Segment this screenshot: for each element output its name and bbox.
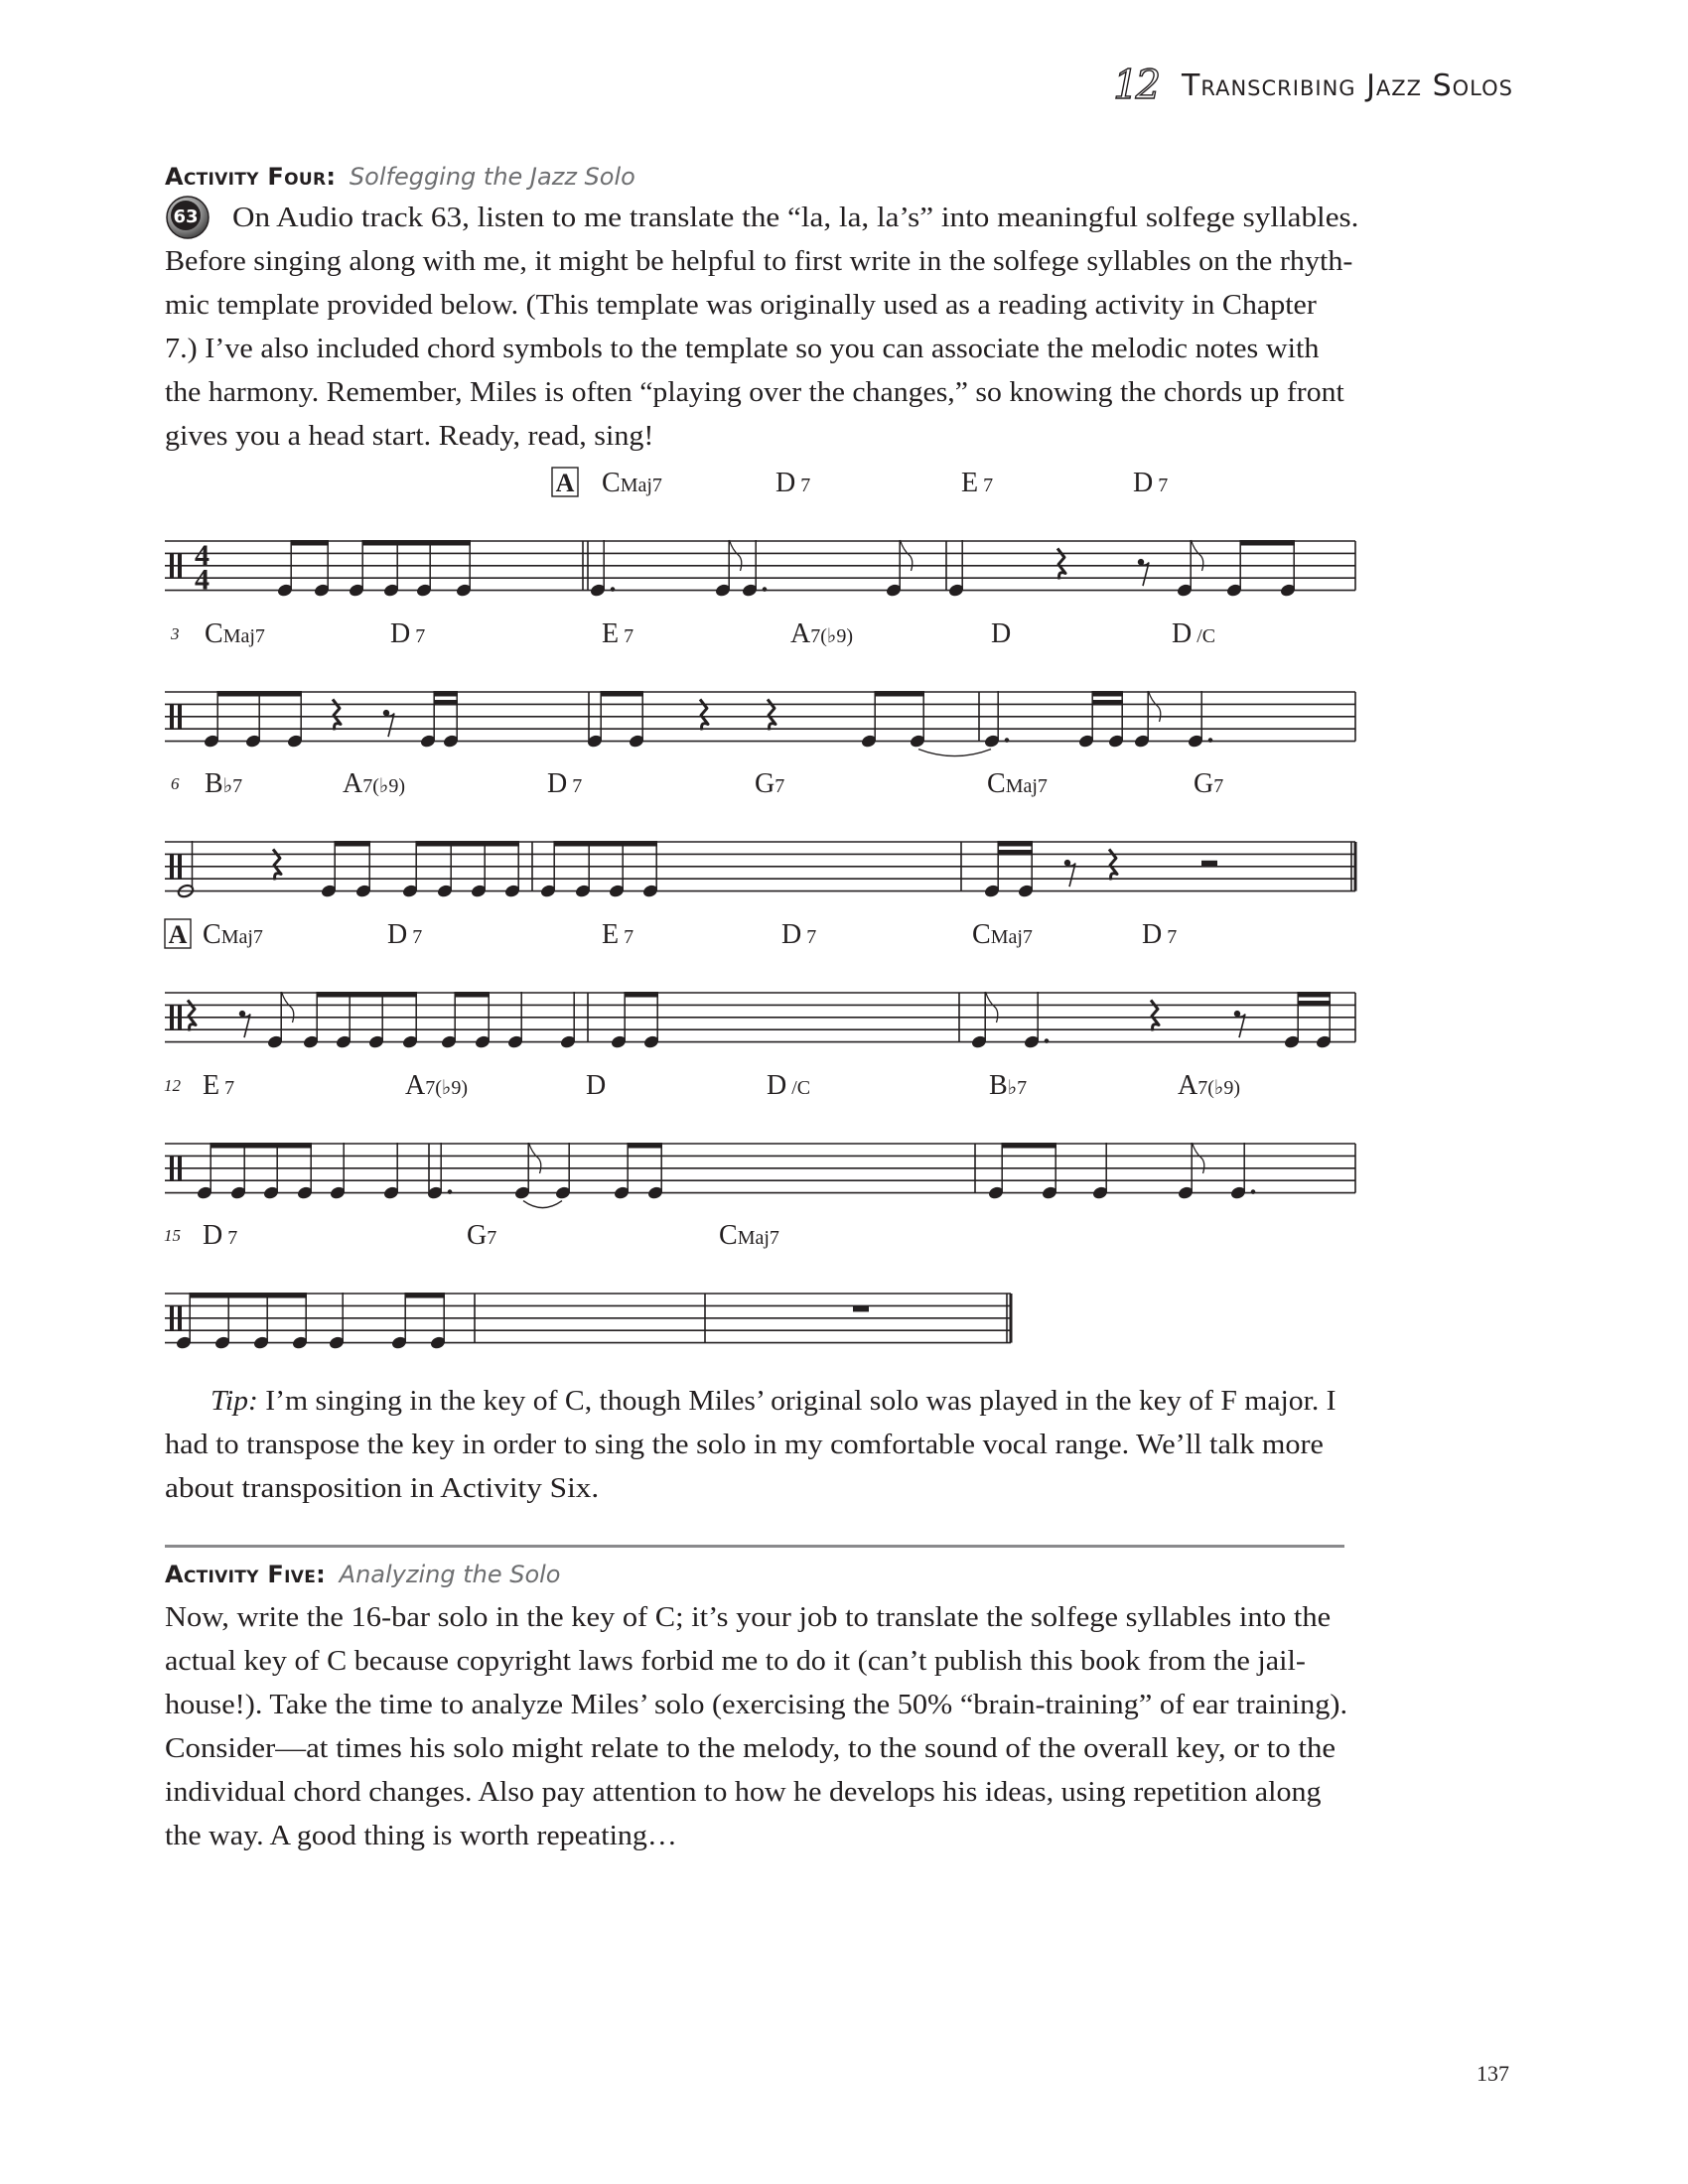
chord-extension: 7(♭9)	[362, 775, 405, 797]
activity-five-label: Activity Five:	[165, 1561, 327, 1588]
chord-root: D	[781, 919, 802, 950]
beam	[405, 1293, 446, 1298]
chord-symbol	[767, 1070, 810, 1101]
chord-symbol	[387, 919, 422, 950]
percussion-clef	[178, 553, 182, 578]
chord-symbol	[972, 919, 1033, 950]
chord-root: D	[775, 468, 796, 498]
beam	[434, 691, 459, 697]
chord-root: D	[1142, 919, 1163, 950]
chord-symbol	[989, 1070, 1027, 1101]
chord-root: D	[387, 919, 408, 950]
chord-extension: 7(♭9)	[1197, 1077, 1240, 1099]
chord-root: E	[961, 468, 979, 498]
chord-root: D	[586, 1070, 607, 1101]
chord-extension: 7	[774, 775, 785, 797]
eighth-rest	[239, 1011, 245, 1017]
chord-root: G	[1194, 768, 1214, 799]
chord-extension: 7	[619, 625, 634, 647]
page-number: 137	[1477, 2061, 1509, 2086]
chord-symbol	[343, 768, 405, 799]
beam	[601, 691, 644, 697]
activity-four-line: Before singing along with me, it might be helpful to first write in the solfege syllables on the rhyth-	[165, 246, 1353, 277]
activity-five-line: Now, write the 16-bar solo in the key of C; it’s your job to translate the solfege syllables into the	[165, 1602, 1332, 1633]
chord-extension: 7(♭9)	[810, 625, 853, 647]
beam	[1298, 992, 1332, 998]
chord-symbol	[1194, 768, 1223, 799]
percussion-clef	[170, 704, 174, 729]
section-divider	[165, 1545, 1344, 1548]
chord-symbol	[203, 1070, 234, 1101]
tie	[918, 750, 991, 756]
chord-extension: ♭7	[222, 775, 243, 797]
chord-symbol	[205, 618, 265, 649]
chord-root: C	[205, 618, 223, 649]
chord-root: E	[203, 1070, 220, 1101]
measure-number: 3	[171, 624, 180, 643]
tie	[523, 1201, 562, 1208]
beam	[335, 841, 371, 847]
staff-system	[165, 919, 1355, 1049]
audio-track-number: 63	[173, 206, 199, 227]
chord-symbol	[405, 1070, 468, 1101]
eighth-rest	[383, 710, 389, 716]
percussion-clef	[170, 854, 174, 879]
beam	[291, 540, 330, 546]
percussion-clef	[170, 1305, 174, 1330]
chord-root: C	[719, 1220, 738, 1251]
chord-extension: Maj7	[1005, 775, 1048, 797]
half-rest	[1201, 861, 1217, 867]
chord-root: A	[790, 618, 811, 649]
chord-symbol	[203, 919, 263, 950]
percussion-clef	[170, 1005, 174, 1029]
chord-extension: /C	[1192, 625, 1216, 647]
chord-symbol	[719, 1220, 779, 1251]
beam	[554, 841, 658, 847]
chord-symbol	[467, 1220, 496, 1251]
chapter-number: 12	[1113, 63, 1159, 108]
beam-secondary	[434, 700, 459, 706]
activity-four-line: On Audio track 63, listen to me translate the “la, la, la’s” into meaningful solfege syllables.	[232, 203, 1359, 233]
chord-symbol	[1133, 468, 1168, 498]
rehearsal-mark: A	[555, 469, 575, 497]
chord-extension: 7	[1213, 775, 1224, 797]
chord-root: A	[1178, 1070, 1198, 1101]
percussion-clef	[178, 1156, 182, 1180]
chord-extension: 7	[1162, 926, 1178, 948]
chord-root: C	[602, 468, 621, 498]
chord-extension: 7	[219, 1077, 235, 1099]
measure-number: 12	[164, 1076, 181, 1095]
chord-extension: Maj7	[222, 625, 265, 647]
chord-extension: ♭7	[1007, 1077, 1028, 1099]
percussion-clef	[170, 553, 174, 578]
chord-extension: 7	[795, 475, 811, 496]
staff-system	[164, 1220, 1011, 1350]
percussion-clef	[178, 1305, 182, 1330]
activity-five-line: house!). Take the time to analyze Miles’ solo (exercising the 50% “brain-training” of ear training).	[165, 1690, 1348, 1720]
staff-system	[165, 618, 1355, 756]
chord-symbol	[755, 768, 784, 799]
chord-extension: 7	[222, 1227, 238, 1249]
beam	[1240, 540, 1296, 546]
activity-five-line: individual chord changes. Also pay attention to how he develops his ideas, using repetition along	[165, 1777, 1322, 1808]
chord-root: G	[755, 768, 775, 799]
chord-symbol	[390, 618, 425, 649]
chapter-title: Transcribing Jazz Solos	[1182, 68, 1513, 103]
chord-root: A	[405, 1070, 426, 1101]
chord-symbol	[781, 919, 816, 950]
activity-five-line: the way. A good thing is worth repeating…	[165, 1821, 677, 1851]
chord-extension: Maj7	[990, 926, 1033, 948]
chord-root: D	[991, 618, 1012, 649]
activity-four-label: Activity Four:	[165, 163, 337, 191]
beam	[1002, 1143, 1057, 1149]
augmentation-dot	[1251, 1189, 1256, 1194]
percussion-clef	[178, 1005, 182, 1029]
augmentation-dot	[763, 587, 768, 592]
beam	[217, 691, 303, 697]
chord-root: D	[203, 1220, 223, 1251]
staff-system	[164, 1070, 1355, 1208]
activity-four-line: mic template provided below. (This template was originally used as a reading activity in Chapter	[165, 290, 1317, 321]
chord-symbol	[991, 618, 1011, 649]
beam	[416, 841, 520, 847]
chord-symbol	[203, 1220, 237, 1251]
percussion-clef	[170, 1156, 174, 1180]
beam-secondary	[1092, 700, 1124, 706]
chord-symbol	[602, 919, 633, 950]
augmentation-dot	[1208, 738, 1213, 743]
chord-root: C	[203, 919, 221, 950]
beam	[1092, 691, 1124, 697]
beam	[628, 1143, 663, 1149]
augmentation-dot	[1005, 738, 1010, 743]
tip-text: I’m singing in the key of C, though Miles’ original solo was played in the key of F major. I	[265, 1386, 1336, 1417]
chord-extension: Maj7	[220, 926, 263, 948]
chord-symbol	[775, 468, 810, 498]
chord-symbol	[1172, 618, 1215, 649]
whole-rest	[853, 1305, 869, 1311]
tip-label: Tip:	[211, 1386, 258, 1417]
chord-root: G	[467, 1220, 488, 1251]
activity-four-line: the harmony. Remember, Miles is often “playing over the changes,” so knowing the chords up front	[165, 377, 1344, 408]
beam	[875, 691, 925, 697]
time-signature-bottom: 4	[195, 563, 210, 597]
time-signature-top: 4	[195, 538, 210, 572]
percussion-clef	[178, 854, 182, 879]
beam	[625, 992, 659, 998]
chord-symbol	[790, 618, 853, 649]
staff-system	[165, 768, 1355, 898]
chord-root: E	[602, 919, 620, 950]
activity-five-line: Consider—at times his solo might relate to the melody, to the sound of the overall key, or to the	[165, 1733, 1336, 1764]
staff-system	[165, 468, 1355, 598]
chord-extension: Maj7	[620, 475, 662, 496]
chord-root: B	[989, 1070, 1008, 1101]
augmentation-dot	[1045, 1038, 1050, 1043]
chord-symbol	[987, 768, 1048, 799]
eighth-rest	[1064, 860, 1070, 866]
beam	[998, 841, 1034, 847]
chord-symbol	[1142, 919, 1177, 950]
chord-extension: 7	[978, 475, 994, 496]
chord-symbol	[547, 768, 582, 799]
tip-line: about transposition in Activity Six.	[165, 1473, 600, 1504]
beam	[362, 540, 472, 546]
chord-symbol	[1178, 1070, 1240, 1101]
activity-five-line: actual key of C because copyright laws forbid me to do it (can’t publish this book from the jail-	[165, 1646, 1306, 1677]
chord-symbol	[602, 468, 662, 498]
activity-five-title: Analyzing the Solo	[339, 1561, 561, 1588]
chord-symbol	[586, 1070, 606, 1101]
percussion-clef	[178, 704, 182, 729]
chord-extension: 7	[619, 926, 634, 948]
activity-four-title: Solfegging the Jazz Solo	[349, 163, 635, 191]
chord-root: E	[602, 618, 620, 649]
beam	[190, 1293, 308, 1298]
chord-extension: 7	[801, 926, 817, 948]
beam-secondary	[998, 850, 1034, 856]
chord-root: D	[390, 618, 411, 649]
chord-symbol	[961, 468, 993, 498]
chord-root: D	[767, 1070, 787, 1101]
chord-extension: 7	[567, 775, 583, 797]
beam-secondary	[1298, 1001, 1332, 1007]
eighth-rest	[1234, 1011, 1240, 1017]
chord-extension: 7	[487, 1227, 497, 1249]
chord-extension: /C	[786, 1077, 811, 1099]
beam	[317, 992, 418, 998]
chord-extension: 7	[407, 926, 423, 948]
chord-root: A	[343, 768, 363, 799]
rehearsal-mark: A	[168, 920, 188, 949]
chord-root: D	[1172, 618, 1193, 649]
measure-number: 15	[164, 1226, 181, 1245]
measure-number: 6	[171, 774, 180, 793]
chord-extension: 7	[410, 625, 426, 647]
chord-symbol	[205, 768, 242, 799]
chord-symbol	[602, 618, 633, 649]
tip-line: had to transpose the key in order to sing the solo in my comfortable vocal range. We’ll talk more	[165, 1430, 1324, 1460]
eighth-rest	[1138, 559, 1144, 565]
chord-root: D	[547, 768, 568, 799]
chord-root: D	[1133, 468, 1154, 498]
augmentation-dot	[611, 587, 616, 592]
chord-extension: 7	[1153, 475, 1169, 496]
beam	[455, 992, 491, 998]
tip-line	[211, 1386, 1336, 1418]
activity-five-heading	[165, 1561, 561, 1588]
activity-four-line: 7.) I’ve also included chord symbols to the template so you can associate the melodic notes with	[165, 334, 1320, 364]
beam	[211, 1143, 313, 1149]
chord-root: C	[987, 768, 1006, 799]
chord-extension: 7(♭9)	[425, 1077, 468, 1099]
activity-four-line: gives you a head start. Ready, read, sing!	[165, 421, 654, 452]
chord-root: C	[972, 919, 991, 950]
chord-root: B	[205, 768, 223, 799]
chord-extension: Maj7	[737, 1227, 779, 1249]
augmentation-dot	[448, 1189, 453, 1194]
